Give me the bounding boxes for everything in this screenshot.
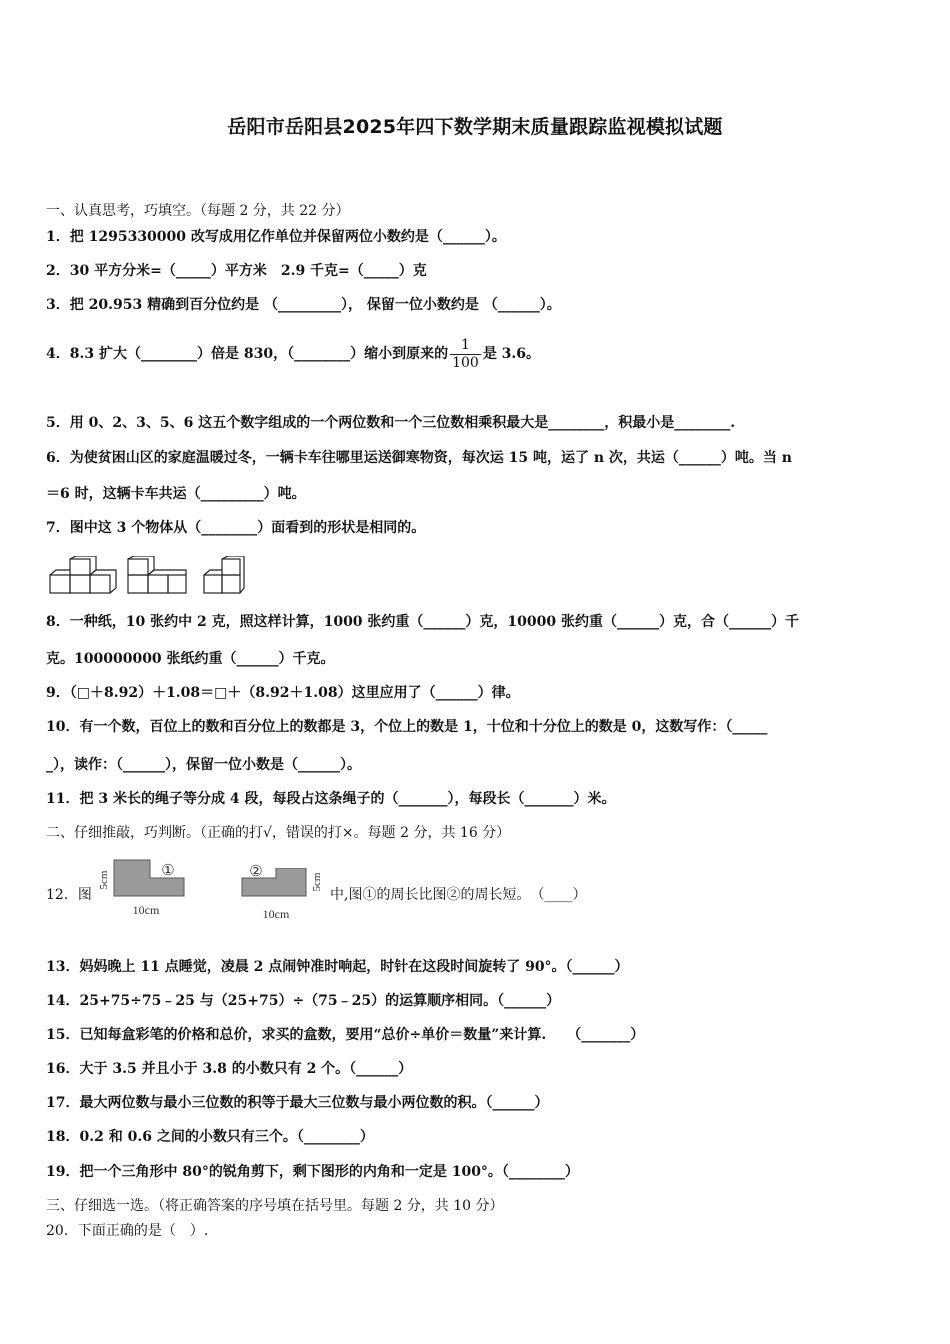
cube-object-2 — [128, 556, 186, 593]
question-4-text-a: 4．8.3 扩大（________）倍是 830，（________）缩小到原来的 — [46, 346, 449, 362]
section-2-heading: 二、仔细推敲，巧判断。（正确的打√，错误的打×。每题 2 分，共 16 分） — [46, 825, 511, 841]
shape-1-label: ① — [161, 863, 175, 879]
question-15: 15．已知每盒彩笔的价格和总价，求买的盒数，要用“总价÷单价＝数量”来计算. （_______） — [46, 1027, 645, 1043]
fraction-denominator: 100 — [452, 354, 479, 371]
page-title: 岳阳市岳阳县2025年四下数学期末质量跟踪监视模拟试题 — [227, 116, 723, 138]
question-5: 5．用 0、2、3、5、6 这五个数字组成的一个两位数和一个三位数相乘积最大是________，积最小是________. — [46, 415, 736, 431]
question-6-line-2: ＝6 时，这辆卡车共运（_________）吨。 — [46, 486, 306, 502]
shape-1-height-label: 5cm — [98, 870, 110, 890]
question-14: 14．25+75÷75﹣25 与（25+75）÷（75﹣25）的运算顺序相同。（______） — [46, 993, 561, 1009]
shape-2-height-label: 5cm — [311, 872, 323, 892]
cube-object-3 — [204, 556, 244, 593]
section-1-heading: 一、认真思考，巧填空。（每题 2 分，共 22 分） — [46, 203, 350, 219]
question-12-label: 12．图 — [46, 887, 92, 903]
question-18: 18．0.2 和 0.6 之间的小数只有三个。（________） — [46, 1129, 374, 1145]
question-7-cube-figures — [48, 556, 248, 596]
shape-2 — [242, 860, 323, 921]
question-10-line-1: 10．有一个数，百位上的数和百分位上的数都是 3，个位上的数是 1，十位和十分位上的数是 0，这数写作：（_____ — [46, 719, 768, 735]
question-12-text: 中,图①的周长比图②的周长短。 （____） — [330, 887, 587, 903]
shape-2-label: ② — [249, 864, 263, 880]
question-19: 19．把一个三角形中 80°的锐角剪下，剩下图形的内角和一定是 100°。（________） — [46, 1164, 579, 1180]
question-4 — [46, 336, 540, 372]
section-3-heading: 三、仔细选一选。（将正确答案的序号填在括号里。每题 2 分，共 10 分） — [46, 1198, 504, 1214]
question-8-line-2: 克。100000000 张纸约重（______）千克。 — [46, 651, 335, 667]
cube-object-1 — [50, 556, 116, 593]
shape-2-width-label: 10cm — [262, 907, 290, 921]
question-3: 3．把 20.953 精确到百分位约是 （_________）， 保留一位小数约是 （______）。 — [46, 297, 561, 313]
shape-1-width-label: 10cm — [132, 903, 160, 917]
fraction-one-hundredth — [450, 337, 481, 372]
shape-1 — [98, 860, 184, 917]
question-6-line-1: 6．为使贫困山区的家庭温暖过冬，一辆卡车往哪里运送御寒物资，每次运 15 吨，运了 n 次，共运（______）吨。当 n — [46, 450, 792, 466]
question-9: 9．（□＋8.92）＋1.08＝□＋（8.92＋1.08）这里应用了（______）律。 — [46, 685, 520, 701]
question-1: 1．把 1295330000 改写成用亿作单位并保留两位小数约是（______）。 — [46, 229, 506, 245]
question-12-figure — [96, 856, 336, 922]
question-13: 13．妈妈晚上 11 点睡觉，凌晨 2 点闹钟准时响起，时针在这段时间旋转了 90°。（______） — [46, 959, 629, 975]
question-7: 7．图中这 3 个物体从（________）面看到的形状是相同的。 — [46, 520, 426, 536]
question-11: 11．把 3 米长的绳子等分成 4 段，每段占这条绳子的（_______），每段长（_______）米。 — [46, 791, 616, 807]
question-20: 20．下面正确的是（ ）. — [46, 1223, 209, 1239]
fraction-numerator: 1 — [450, 337, 481, 355]
question-4-text-b: 是 3.6。 — [482, 346, 541, 362]
question-17: 17．最大两位数与最小三位数的积等于最大三位数与最小两位数的积。（______） — [46, 1095, 549, 1111]
question-8-line-1: 8．一种纸，10 张约中 2 克，照这样计算，1000 张约重（______）克，10000 张约重（______）克，合（______）千 — [46, 614, 800, 630]
question-16: 16．大于 3.5 并且小于 3.8 的小数只有 2 个。（______） — [46, 1061, 413, 1077]
question-2: 2．30 平方分米=（_____）平方米 2.9 千克=（_____）克 — [46, 263, 427, 279]
question-10-line-2: _），读作：（______），保留一位小数是（______）。 — [46, 757, 361, 773]
